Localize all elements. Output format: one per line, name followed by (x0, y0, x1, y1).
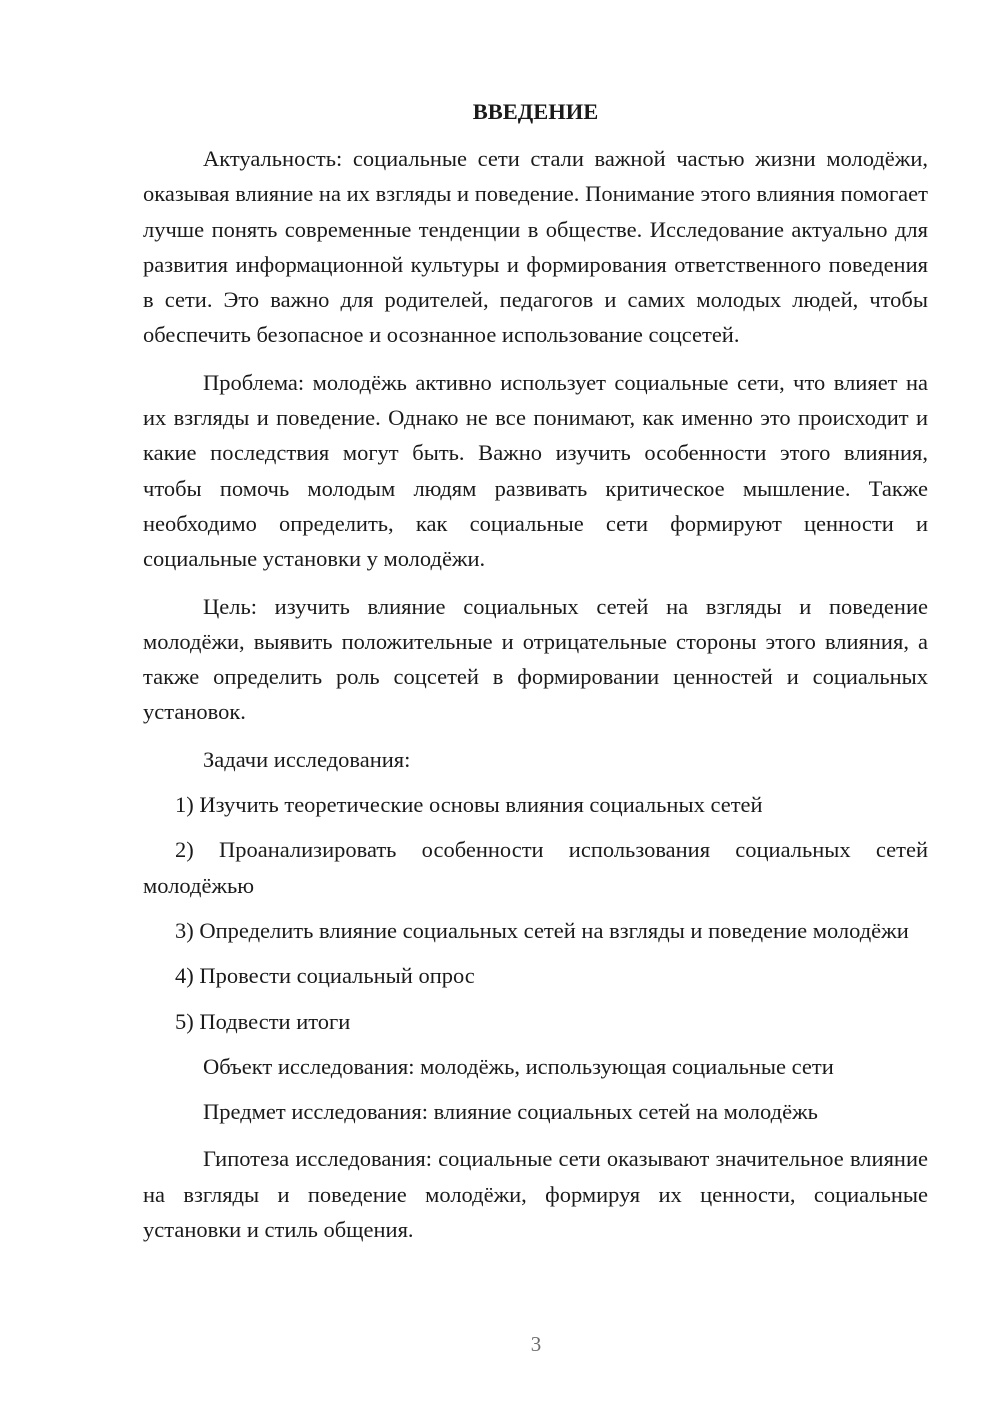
problem-paragraph: Проблема: молодёжь активно использует социальные сети, что влияет на их взгляды и поведение. Однако не все понимают, как именно это происходит и какие последствия могут быть. Важно изучить особенности этого влияния, чтобы помочь молодым людям развивать критическое мышление. Также необходимо определить, как социальные сети формируют ценности и социальные установки у молодёжи. (143, 369, 928, 572)
task-item: 1) Изучить теоретические основы влияния социальных сетей (175, 792, 763, 818)
goal-paragraph: Цель: изучить влияние социальных сетей на взгляды и поведение молодёжи, выявить положительные и отрицательные стороны этого влияния, а также определить роль соцсетей в формировании ценностей и социальных установок. (143, 593, 928, 725)
document-page (143, 94, 928, 1247)
task-item: 5) Подвести итоги (175, 1008, 351, 1034)
task-item: 3) Определить влияние социальных сетей на взгляды и поведение молодёжи (175, 917, 909, 943)
research-subject: Предмет исследования: влияние социальных сетей на молодёжь (203, 1099, 818, 1125)
page-number: 3 (530, 1332, 542, 1356)
tasks-heading: Задачи исследования: (203, 746, 411, 772)
research-object: Объект исследования: молодёжь, использующая социальные сети (203, 1053, 834, 1079)
tasks-list (143, 787, 928, 1039)
relevance-paragraph: Актуальность: социальные сети стали важной частью жизни молодёжи, оказывая влияние на их взгляды и поведение. Понимание этого влияния помогает лучше понять современные тенденции в обществе. Исследование актуально для развития информационной культуры и формирования ответственного поведения в сети. Это важно для родителей, педагогов и самих молодых людей, чтобы обеспечить безопасное и осознанное использование соцсетей. (143, 146, 928, 348)
task-item: 4) Провести социальный опрос (175, 963, 475, 989)
hypothesis-paragraph: Гипотеза исследования: социальные сети оказывают значительное влияние на взгляды и поведение молодёжи, формируя их ценности, социальные установки и стиль общения. (143, 1146, 928, 1243)
task-item: 2) Проанализировать особенности использования социальных сетей молодёжью (143, 837, 928, 898)
page-title: ВВЕДЕНИЕ (472, 99, 599, 124)
